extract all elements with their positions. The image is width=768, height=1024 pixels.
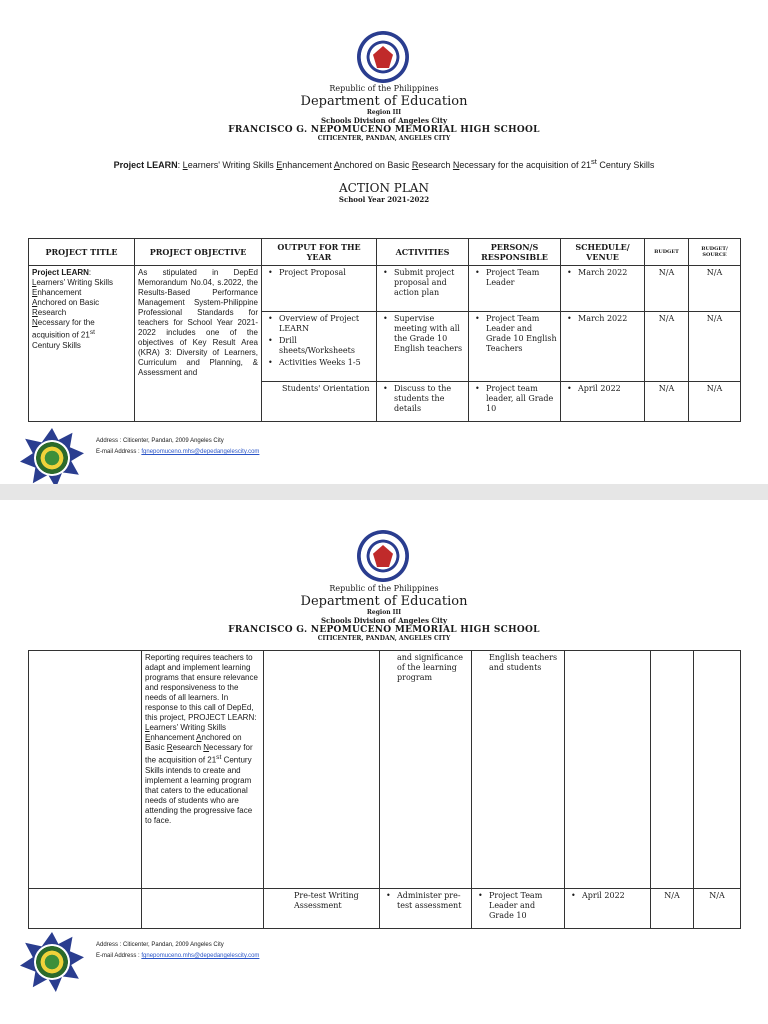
acronym-a: A bbox=[196, 733, 202, 742]
project-label: Project LEARN bbox=[113, 160, 178, 170]
school-logo-icon bbox=[20, 932, 84, 992]
republic-line: Republic of the Philippines bbox=[329, 84, 439, 93]
list-item: • Project Team Leader and Grade 10 bbox=[475, 891, 561, 921]
address-line bbox=[96, 942, 224, 948]
col-activities: ACTIVITIES bbox=[377, 239, 469, 266]
list-item: • March 2022 bbox=[564, 314, 641, 324]
acronym-l: L bbox=[32, 278, 37, 287]
school-logo-icon bbox=[20, 428, 84, 488]
budget-cell: N/A bbox=[645, 382, 689, 422]
col-budget: BUDGET bbox=[645, 239, 689, 266]
col-persons: PERSON/S RESPONSIBLE bbox=[469, 239, 561, 266]
acronym-e: E bbox=[145, 733, 151, 742]
objective-cell bbox=[142, 889, 264, 929]
list-item: • Activities Weeks 1-5 bbox=[265, 358, 373, 368]
deped-seal-icon bbox=[357, 31, 409, 83]
superscript: st bbox=[89, 329, 96, 336]
output-cell bbox=[264, 651, 380, 889]
schedule-cell bbox=[561, 266, 645, 312]
text: earners' Writing Skills bbox=[187, 160, 277, 170]
text: ecessary for the acquisition of 21 bbox=[459, 160, 591, 170]
objective-cell: As stipulated in DepEd Memorandum No.04, s.2022, the Results-Based Performance Management System-Philippine Professional Standards for teachers for School Year 2021-2022 includes one of the objectives of Key Result Area (KRA) 3: Diversity of Learners, Curriculum and Planning, & Assessment and bbox=[135, 266, 262, 422]
acronym-n: N bbox=[32, 318, 38, 327]
acronym-a: A bbox=[32, 298, 38, 307]
budget-source-cell: N/A bbox=[694, 889, 741, 929]
address-label: Address : bbox=[96, 438, 124, 444]
schedule-cell bbox=[565, 651, 651, 889]
text: nchored on Basic bbox=[339, 160, 412, 170]
text: esearch bbox=[418, 160, 453, 170]
activity-cell bbox=[377, 382, 469, 422]
page-separator bbox=[0, 484, 768, 500]
email-line bbox=[96, 953, 259, 959]
person-cell bbox=[469, 266, 561, 312]
col-schedule: SCHEDULE/ VENUE bbox=[561, 239, 645, 266]
col-budget-source: BUDGET/ SOURCE bbox=[689, 239, 741, 266]
school-location: CITICENTER, PANDAN, ANGELES CITY bbox=[317, 635, 451, 642]
colon: : bbox=[177, 160, 183, 170]
col-output: OUTPUT FOR THE YEAR bbox=[262, 239, 377, 266]
activity-cell bbox=[380, 889, 472, 929]
address-label: Address : bbox=[96, 942, 124, 948]
activity-cell: and significance of the learning program bbox=[380, 651, 472, 889]
superscript: st bbox=[216, 754, 222, 761]
action-plan-table-continued bbox=[28, 650, 741, 929]
text: Century Skills bbox=[32, 340, 81, 350]
budget-cell: N/A bbox=[645, 312, 689, 382]
text: nhancement bbox=[37, 288, 82, 297]
text: nchored on Basic bbox=[145, 733, 242, 752]
project-title-cell bbox=[29, 889, 142, 929]
text: ecessary for the acquisition of 21 bbox=[145, 743, 253, 765]
budget-cell: N/A bbox=[651, 889, 694, 929]
col-project-title: PROJECT TITLE bbox=[29, 239, 135, 266]
schedule-cell bbox=[561, 382, 645, 422]
table-row bbox=[29, 266, 741, 312]
budget-source-cell: N/A bbox=[689, 382, 741, 422]
list-item: • Project Proposal bbox=[265, 268, 373, 278]
project-title-label: Project LEARN bbox=[32, 268, 89, 277]
person-cell: English teachers and students bbox=[472, 651, 565, 889]
text: nhancement bbox=[150, 733, 197, 742]
text: earners' Writing Skills bbox=[36, 278, 113, 287]
school-name: FRANCISCO G. NEPOMUCENO MEMORIAL HIGH SCHOOL bbox=[228, 625, 540, 635]
acronym-r: R bbox=[32, 308, 38, 317]
document-title: ACTION PLAN bbox=[339, 181, 429, 195]
region-line: Region III bbox=[366, 109, 402, 116]
budget-cell bbox=[651, 651, 694, 889]
budget-source-cell: N/A bbox=[689, 312, 741, 382]
address-value: Citicenter, Pandan, 2009 Angeles City bbox=[123, 942, 224, 948]
superscript: st bbox=[591, 157, 597, 166]
school-location: CITICENTER, PANDAN, ANGELES CITY bbox=[317, 135, 451, 142]
colon: : bbox=[88, 268, 92, 277]
text: Century Skills intends to create and implement a learning program that caters to the educational needs of students who are attending the progressive face to face. bbox=[145, 755, 253, 825]
list-item: • Submit project proposal and action plan bbox=[380, 268, 465, 298]
deped-seal-icon bbox=[357, 530, 409, 582]
objective-cell bbox=[142, 651, 264, 889]
text: earners' Writing Skills bbox=[149, 723, 226, 732]
list-item: • Drill sheets/Worksheets bbox=[265, 336, 373, 356]
acronym-n: N bbox=[452, 160, 460, 170]
list-item: • Administer pre-test assessment bbox=[383, 891, 468, 911]
email-label: E-mail Address : bbox=[96, 449, 142, 455]
email-link[interactable]: fgnepomuceno.mhs@depedangelescity.com bbox=[141, 953, 260, 959]
text: nhancement bbox=[282, 160, 334, 170]
school-year: School Year 2021-2022 bbox=[338, 195, 430, 204]
acronym-e: E bbox=[32, 288, 38, 297]
address-value: Citicenter, Pandan, 2009 Angeles City bbox=[123, 438, 224, 444]
text: Century Skills bbox=[596, 160, 655, 170]
activity-cell bbox=[377, 312, 469, 382]
project-line bbox=[0, 157, 768, 170]
acronym-l: L bbox=[182, 160, 188, 170]
list-item: • March 2022 bbox=[564, 268, 641, 278]
table-row bbox=[29, 651, 741, 889]
text: Reporting requires teachers to adapt and implement learning programs that ensure relevance and responsiveness to the needs of all learners. In response to this call of DepEd, this project, PROJECT LEARN: bbox=[145, 653, 258, 722]
list-item: • Project Team Leader and Grade 10 English Teachers bbox=[472, 314, 557, 354]
email-label: E-mail Address : bbox=[96, 953, 142, 959]
person-cell bbox=[472, 889, 565, 929]
division-line: Schools Division of Angeles City bbox=[320, 116, 448, 125]
budget-source-cell: N/A bbox=[689, 266, 741, 312]
school-name: FRANCISCO G. NEPOMUCENO MEMORIAL HIGH SCHOOL bbox=[228, 125, 540, 135]
list-item: • Project team leader, all Grade 10 bbox=[472, 384, 557, 414]
department-line: Department of Education bbox=[300, 594, 468, 609]
document-page-1 bbox=[0, 0, 768, 484]
address-line bbox=[96, 438, 224, 444]
acronym-e: E bbox=[276, 160, 283, 170]
table-header-row bbox=[29, 239, 741, 266]
text: esearch bbox=[37, 308, 67, 317]
person-cell bbox=[469, 312, 561, 382]
letterhead bbox=[0, 84, 768, 142]
table-row bbox=[29, 889, 741, 929]
budget-cell: N/A bbox=[645, 266, 689, 312]
activity-cell bbox=[377, 266, 469, 312]
acronym-r: R bbox=[166, 743, 173, 752]
output-cell: Pre-test Writing Assessment bbox=[264, 889, 380, 929]
text: nchored on Basic bbox=[37, 298, 100, 307]
output-cell bbox=[262, 266, 377, 312]
output-cell: Students' Orientation bbox=[262, 382, 377, 422]
budget-source-cell bbox=[694, 651, 741, 889]
list-item: • April 2022 bbox=[564, 384, 641, 394]
acronym-r: R bbox=[411, 160, 419, 170]
division-line: Schools Division of Angeles City bbox=[320, 616, 448, 625]
acronym-n: N bbox=[203, 743, 210, 752]
list-item: • Overview of Project LEARN bbox=[265, 314, 373, 334]
person-cell bbox=[469, 382, 561, 422]
text: esearch bbox=[172, 743, 204, 752]
page-footer bbox=[14, 428, 754, 488]
schedule-cell bbox=[565, 889, 651, 929]
department-line: Department of Education bbox=[300, 94, 468, 109]
text: ecessary for the acquisition of 21 bbox=[32, 318, 95, 340]
republic-line: Republic of the Philippines bbox=[329, 584, 439, 593]
list-item: • Supervise meeting with all the Grade 10 English teachers bbox=[380, 314, 465, 354]
letterhead bbox=[0, 584, 768, 642]
page-footer bbox=[14, 932, 754, 992]
schedule-cell bbox=[561, 312, 645, 382]
action-plan-table bbox=[28, 238, 741, 422]
project-title-cell bbox=[29, 266, 135, 422]
list-item: • April 2022 bbox=[568, 891, 647, 901]
region-line: Region III bbox=[366, 609, 402, 616]
list-item: • Discuss to the students the details bbox=[380, 384, 465, 414]
project-title-cell bbox=[29, 651, 142, 889]
col-project-objective: PROJECT OBJECTIVE bbox=[135, 239, 262, 266]
list-item: • Project Team Leader bbox=[472, 268, 557, 288]
email-line bbox=[96, 449, 259, 455]
output-cell bbox=[262, 312, 377, 382]
acronym-l: L bbox=[145, 723, 150, 732]
acronym-a: A bbox=[333, 160, 340, 170]
email-link[interactable]: fgnepomuceno.mhs@depedangelescity.com bbox=[141, 449, 260, 455]
